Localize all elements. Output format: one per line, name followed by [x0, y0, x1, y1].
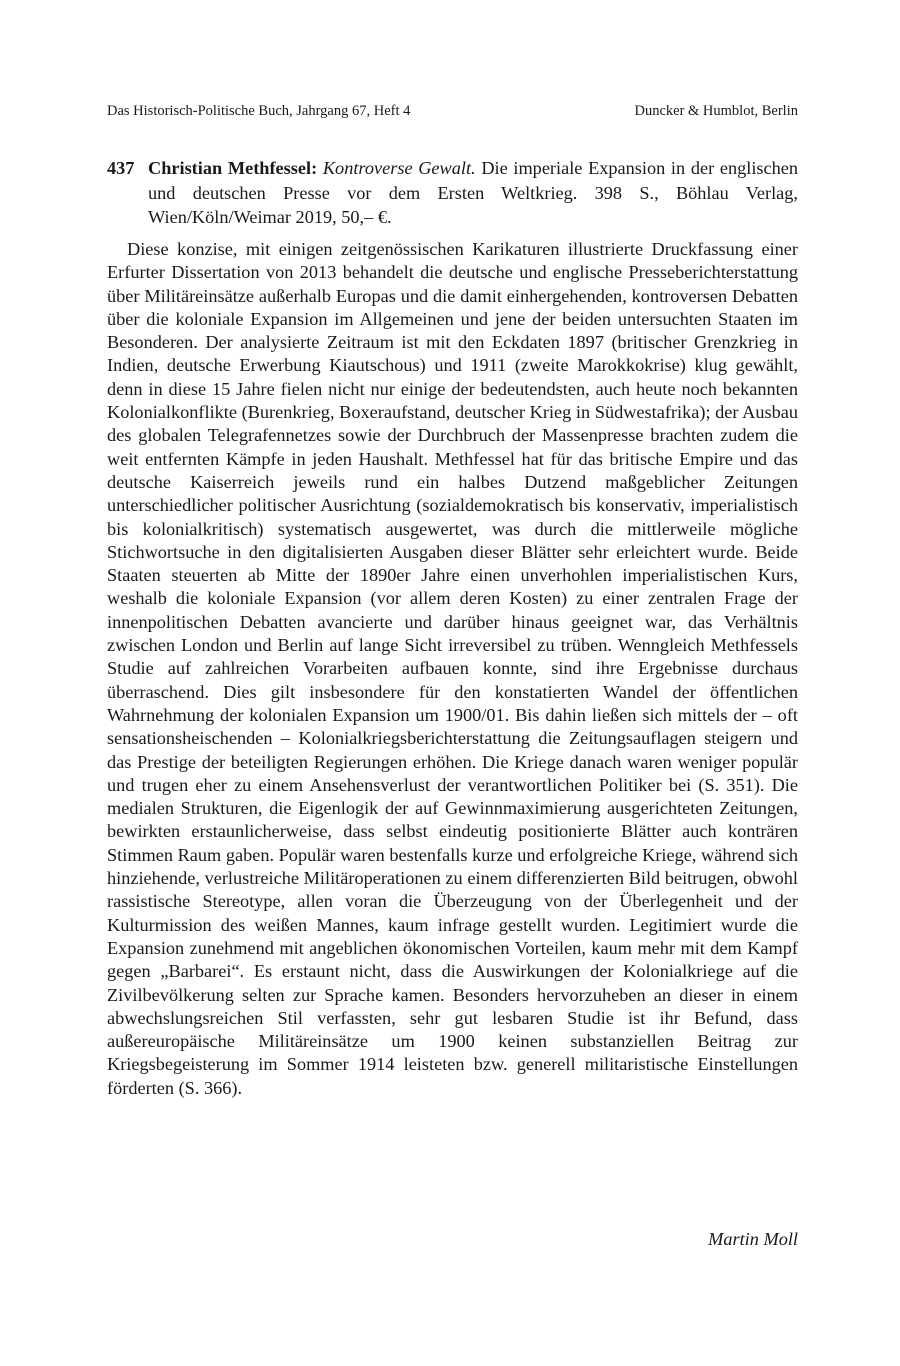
entry-number: 437	[107, 158, 135, 178]
reviewer-name: Martin Moll	[708, 1229, 798, 1249]
entry-details: Die imperiale Expansion in der englischen und deutschen Presse vor dem Ersten Weltkrieg. 398 S., Böhlau Verlag, Wien/Köln/Weimar 2019, 50,– €.	[148, 158, 799, 227]
entry-citation	[148, 156, 798, 230]
review-text: Diese konzise, mit einigen zeitgenössischen Karikaturen illustrierte Druckfassung einer Erfurter Dissertation von 2013 behandelt die deutsche und englische Presseberichterstattung über Militäreinsätze außerhalb Europas und die damit einhergehenden, kontroversen Debatten über die koloniale Expansion im Allgemeinen und jene der beiden untersuchten Staaten im Besonderen. Der analysierte Zeitraum ist mit den Eckdaten 1897 (britischer Grenzkrieg in Indien, deutsche Erwerbung Kiautschous) und 1911 (zweite Marokkokrise) klug gewählt, denn in diese 15 Jahre fielen nicht nur einige der bedeutendsten, auch heute noch bekannten Kolonialkonflikte (Burenkrieg, Boxeraufstand, deutscher Krieg in Südwestafrika); der Ausbau des globalen Telegrafennetzes sowie der Durchbruch der Massenpresse brachten zudem die weit entfernten Kämpfe in jeden Haushalt. Methfessel hat für das britische Empire und das deutsche Kaiserreich jeweils rund ein halbes Dutzend maßgeblicher Zeitungen unterschiedlicher politischer Ausrichtung (sozialdemokratisch bis konservativ, imperialistisch bis kolonialkritisch) systematisch ausgewertet, was durch die mittlerweile mögliche Stichwortsuche in den digitalisierten Ausgaben dieser Blätter sehr erleichtert wurde. Beide Staaten steuerten ab Mitte der 1890er Jahre einen unverhohlen imperialistischen Kurs, weshalb die koloniale Expansion (vor allem deren Kosten) zu einer zentralen Frage der innenpolitischen Debatten avancierte und darüber hinaus geeignet war, das Verhältnis zwischen London und Berlin auf lange Sicht irreversibel zu trüben. Wenngleich Methfessels Studie auf zahlreichen Vorarbeiten aufbauen konnte, sind ihre Ergebnisse durchaus überraschend. Dies gilt insbesondere für den konstatierten Wandel der öffentlichen Wahrnehmung der kolonialen Expansion um 1900/01. Bis dahin ließen sich mittels der – oft sensationsheischenden – Kolonialkriegsberichterstattung die Zeitungsauflagen steigern und das Prestige der beteiligten Regierungen erhöhen. Die Kriege danach waren weniger populär und trugen eher zu einem Ansehensverlust der verantwortlichen Politiker bei (S. 351). Die medialen Strukturen, die Eigenlogik der auf Gewinnmaximierung ausgerichteten Zeitungen, bewirkten erstaunlicherweise, dass selbst eindeutig positionierte Blätter auch konträren Stimmen Raum gaben. Populär waren bestenfalls kurze und erfolgreiche Kriege, während sich hinziehende, verlustreiche Militäroperationen zu einem differenzierten Bild beitrugen, obwohl rassistische Stereotype, allen voran die Überzeugung von der Überlegenheit und der Kulturmission des weißen Mannes, kaum infrage gestellt wurden. Legitimiert wurde die Expansion zunehmend mit angeblichen ökonomischen Vorteilen, kaum mehr mit dem Kampf gegen „Barbarei“. Es erstaunt nicht, dass die Auswirkungen der Kolonialkriege auf die Zivilbevölkerung selten zur Sprache kamen. Besonders hervorzuheben an dieser in einem abwechslungsreichen Stil verfassten, sehr gut lesbaren Studie ist ihr Befund, dass außereuropäische Militäreinsätze um 1900 keinen substanziellen Beitrag zur Kriegsbegeisterung im Sommer 1914 leisteten bzw. generell militaristische Einstellungen förderten (S. 366).	[107, 239, 798, 1098]
journal-info: Das Historisch-Politische Buch, Jahrgang 67, Heft 4	[107, 103, 411, 119]
running-head	[107, 102, 798, 120]
entry-author: Christian Methfessel:	[148, 158, 318, 178]
bibliographic-entry	[107, 156, 798, 230]
entry-title: Kontroverse Gewalt.	[322, 158, 476, 178]
publisher-info: Duncker & Humblot, Berlin	[634, 103, 798, 119]
